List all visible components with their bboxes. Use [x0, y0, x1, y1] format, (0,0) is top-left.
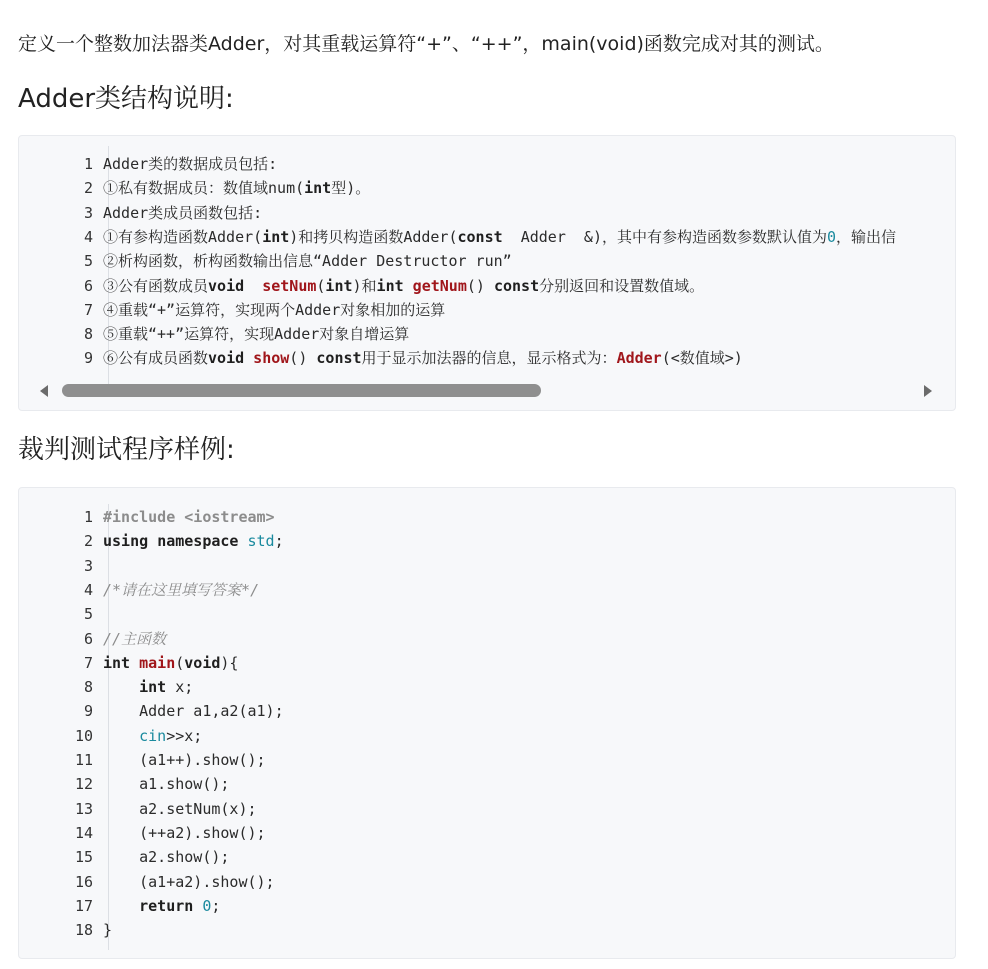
- code-token: ;: [274, 532, 284, 551]
- line-number: 12: [74, 775, 93, 794]
- code-token: [238, 532, 247, 550]
- code-token: int: [262, 227, 290, 246]
- code-token: Adder &)，其中有参构造函数参数默认值为: [502, 227, 827, 246]
- line-code: [103, 870, 275, 894]
- code-token: [193, 897, 202, 915]
- line-code: [103, 322, 409, 346]
- line-code: [103, 201, 262, 225]
- line-code: [103, 651, 238, 675]
- line-number: 18: [74, 921, 93, 940]
- line-code: [103, 894, 220, 918]
- code-token: [103, 678, 139, 696]
- section-heading-test-program: 裁判测试程序样例:: [18, 435, 235, 465]
- problem-description: 定义一个整数加法器类Adder，对其重载运算符“+”、“++”，main(void)函数完成对其的测试。: [18, 33, 834, 55]
- line-code: [103, 821, 266, 845]
- section-heading-structure: Adder类结构说明:: [18, 84, 234, 114]
- code-lines: [19, 504, 955, 950]
- line-number: 1: [83, 508, 93, 526]
- code-token: cin: [139, 726, 167, 745]
- code-token: ⑤重载“++”运算符，实现Adder对象自增运算: [103, 325, 410, 344]
- line-number: 14: [74, 823, 93, 842]
- code-token: [103, 897, 139, 915]
- line-number: 16: [74, 872, 93, 891]
- code-token: [404, 277, 413, 295]
- code-token: ⑥公有成员函数: [103, 349, 209, 368]
- code-token: int: [103, 653, 131, 672]
- line-code: [103, 699, 284, 723]
- code-token: const: [316, 349, 362, 368]
- code-token: Adder类的数据成员包括:: [103, 155, 278, 173]
- code-token: [130, 654, 139, 672]
- code-token: getNum: [412, 276, 467, 295]
- code-line: [19, 298, 955, 322]
- code-token: void: [208, 349, 245, 368]
- scroll-left-arrow-icon[interactable]: [40, 385, 48, 397]
- line-number: 8: [83, 325, 93, 344]
- code-token: (): [289, 349, 317, 368]
- code-token: ③公有函数成员: [103, 276, 209, 295]
- line-number: 2: [83, 179, 93, 198]
- line-number: 10: [74, 726, 93, 745]
- code-line: [19, 322, 955, 346]
- code-token: (): [466, 276, 494, 295]
- horizontal-scrollbar[interactable]: [18, 379, 954, 401]
- code-token: setNum: [262, 276, 317, 295]
- code-token: Adder: [616, 349, 662, 368]
- code-token: 0: [827, 227, 837, 246]
- line-number: 4: [83, 227, 93, 246]
- code-token: const: [457, 227, 503, 246]
- line-number: 2: [83, 532, 93, 551]
- line-number: 7: [83, 300, 93, 319]
- code-line: [19, 249, 955, 273]
- line-number: 9: [83, 702, 93, 721]
- code-token: Adder a1,a2(a1);: [103, 702, 284, 721]
- code-token: [148, 532, 157, 550]
- line-code: [103, 529, 284, 553]
- code-token: x;: [166, 678, 194, 697]
- line-number: 7: [83, 653, 93, 672]
- code-line: [19, 772, 955, 796]
- code-token: void: [208, 276, 245, 295]
- line-number: 9: [83, 349, 93, 368]
- scrollbar-thumb[interactable]: [62, 384, 541, 397]
- code-line: [19, 724, 955, 748]
- code-token: 用于显示加法器的信息，显示格式为：: [361, 349, 617, 368]
- code-line: [19, 346, 955, 370]
- code-token: ④重载“+”运算符，实现两个Adder对象相加的运算: [103, 300, 446, 319]
- line-code: [103, 176, 370, 200]
- code-token: [244, 349, 253, 367]
- code-token: /*请在这里填写答案*/: [103, 580, 260, 599]
- code-token: 型)。: [331, 179, 371, 198]
- code-token: ①有参构造函数Adder(: [103, 227, 263, 246]
- code-line: [19, 627, 955, 651]
- code-token: (a1+a2).show();: [103, 872, 275, 891]
- code-token: int: [139, 678, 167, 697]
- code-block-test-program[interactable]: [18, 487, 956, 959]
- line-number: 5: [83, 252, 93, 271]
- line-code: [103, 225, 896, 249]
- line-code: [103, 346, 743, 370]
- line-code: [103, 627, 166, 651]
- code-line: [19, 176, 955, 200]
- code-line: [19, 894, 955, 918]
- code-token: )和拷贝构造函数Adder(: [289, 227, 458, 246]
- line-number: 3: [83, 556, 93, 575]
- code-line: [19, 918, 955, 942]
- line-code: [103, 152, 277, 176]
- line-number: 6: [83, 629, 93, 648]
- code-token: a2.setNum(x);: [103, 799, 257, 818]
- code-line: [19, 578, 955, 602]
- code-token: ;: [211, 896, 221, 915]
- code-token: std: [247, 532, 275, 551]
- line-code: [103, 918, 112, 942]
- code-token: (++a2).show();: [103, 823, 266, 842]
- line-number: 8: [83, 678, 93, 697]
- code-token: int: [304, 179, 332, 198]
- code-token: 0: [202, 896, 212, 915]
- code-token: ){: [220, 653, 239, 672]
- line-code: [103, 675, 193, 699]
- line-number: 3: [83, 203, 93, 222]
- code-token: int: [325, 276, 353, 295]
- code-token: show: [253, 349, 290, 368]
- code-token: void: [184, 653, 221, 672]
- line-code: [103, 274, 704, 298]
- code-token: (: [316, 276, 326, 295]
- line-number: 6: [83, 276, 93, 295]
- code-line: [19, 505, 955, 529]
- code-token: >>x;: [166, 726, 203, 745]
- line-code: [103, 505, 275, 529]
- code-token: main: [139, 653, 176, 672]
- code-token: [244, 277, 262, 295]
- code-token: #include <iostream>: [103, 508, 275, 526]
- line-code: [103, 249, 512, 273]
- code-token: return: [139, 896, 194, 915]
- line-number: 17: [74, 896, 93, 915]
- line-code: [103, 298, 445, 322]
- line-number: 15: [74, 848, 93, 867]
- code-block-structure[interactable]: [18, 135, 956, 411]
- code-line: [19, 554, 955, 578]
- code-line: [19, 845, 955, 869]
- code-line: [19, 675, 955, 699]
- code-line: [19, 225, 955, 249]
- line-number: 13: [74, 799, 93, 818]
- code-line: [19, 651, 955, 675]
- code-token: Adder类成员函数包括:: [103, 203, 263, 222]
- code-line: [19, 529, 955, 553]
- code-token: const: [493, 276, 540, 295]
- line-code: [103, 845, 229, 869]
- code-line: [19, 201, 955, 225]
- line-number: 4: [83, 580, 93, 599]
- line-code: [103, 797, 257, 821]
- line-number: 11: [74, 751, 93, 769]
- line-code: [103, 724, 202, 748]
- code-token: ②析构函数，析构函数输出信息“Adder Destructor run”: [103, 252, 512, 271]
- code-token: (a1++).show();: [103, 751, 266, 769]
- scroll-right-arrow-icon[interactable]: [924, 385, 932, 397]
- code-line: [19, 821, 955, 845]
- code-token: int: [376, 276, 404, 295]
- code-token: (: [175, 653, 185, 672]
- code-token: ，输出信: [836, 227, 897, 246]
- line-code: [103, 748, 266, 772]
- code-lines: [19, 146, 955, 386]
- code-line: [19, 602, 955, 626]
- code-line: [19, 274, 955, 298]
- code-token: (<数值域>): [661, 349, 743, 368]
- line-code: [103, 772, 229, 796]
- code-token: //主函数: [103, 629, 167, 648]
- code-line: [19, 748, 955, 772]
- code-line: [19, 797, 955, 821]
- code-token: using: [103, 532, 149, 551]
- code-token: 分别返回和设置数值域。: [539, 276, 705, 295]
- code-token: a1.show();: [103, 775, 230, 794]
- code-token: [103, 727, 139, 745]
- line-number: 1: [83, 155, 93, 173]
- code-token: }: [103, 921, 113, 940]
- code-token: a2.show();: [103, 848, 230, 867]
- code-line: [19, 152, 955, 176]
- code-line: [19, 870, 955, 894]
- code-token: )和: [352, 276, 377, 295]
- line-number: 5: [83, 605, 93, 624]
- line-code: [103, 578, 259, 602]
- code-token: namespace: [157, 532, 239, 551]
- code-token: ①私有数据成员：数值域num(: [103, 179, 305, 198]
- code-line: [19, 699, 955, 723]
